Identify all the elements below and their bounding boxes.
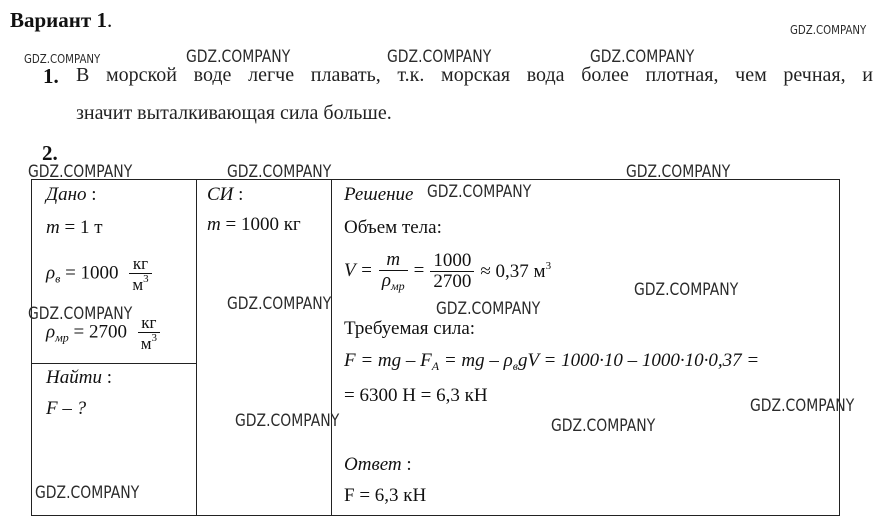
answer-header: Ответ : [344, 454, 412, 475]
force-formula-line-1: F = mg – $F_A$ = mg – $\rho_вgV = 1000\cdot 10 - 1000\cdot 10\cdot 0,37$ = [344, 350, 760, 373]
given-marble-density: $\rho_{мр} = 2700$ $\frac{кг}{м^3}$ [46, 314, 160, 353]
watermark: GDZ.COMPANY [227, 294, 332, 314]
answer-1-number: 1. [43, 64, 59, 88]
force-label: Требуемая сила: [344, 318, 476, 339]
find-header: Найти : [46, 367, 112, 388]
given-cell [32, 180, 197, 364]
watermark: GDZ.COMPANY [387, 47, 492, 67]
find-value: F – ? [46, 398, 87, 419]
volume-label: Объем тела: [344, 217, 442, 238]
watermark: GDZ.COMPANY [590, 47, 695, 67]
watermark: GDZ.COMPANY [28, 162, 133, 182]
given-mass: m = 1 т [46, 217, 103, 238]
watermark: GDZ.COMPANY [35, 483, 140, 503]
given-header: Дано : [46, 184, 97, 205]
si-header: СИ : [207, 184, 244, 205]
watermark: GDZ.COMPANY [235, 411, 340, 431]
watermark: GDZ.COMPANY [186, 47, 291, 67]
si-mass: m = 1000 кг [207, 214, 301, 235]
solution-table [31, 179, 840, 516]
answer-1-line-2: значит выталкивающая сила больше. [76, 102, 392, 124]
answer-2-number: 2. [42, 141, 58, 165]
solution-header: Решение [344, 184, 414, 205]
watermark: GDZ.COMPANY [626, 162, 731, 182]
watermark: GDZ.COMPANY [436, 299, 541, 319]
force-formula-line-2: = 6300 Н = 6,3 кН [344, 385, 488, 406]
page-title: Вариант 1. [10, 8, 113, 32]
given-water-density: $\rho_в = 1000$ $\frac{кг}{м^3}$ [46, 255, 152, 294]
watermark: GDZ.COMPANY [227, 162, 332, 182]
watermark: GDZ.COMPANY [24, 52, 101, 66]
watermark: GDZ.COMPANY [28, 304, 133, 324]
volume-formula: V = $\frac{m}{\rho_{мр}}$ = $\frac{1000}{2700}$ ≈ 0,37 $м^3$ [344, 249, 552, 293]
watermark: GDZ.COMPANY [750, 396, 855, 416]
watermark: GDZ.COMPANY [634, 280, 739, 300]
si-cell [197, 180, 332, 516]
solution-cell [332, 180, 840, 516]
answer-1-line-1: В морской воде легче плавать, т.к. морская вода более плотная, чем речная, и [76, 64, 873, 86]
answer-value: F = 6,3 кН [344, 485, 427, 506]
watermark: GDZ.COMPANY [427, 182, 532, 202]
watermark: GDZ.COMPANY [790, 23, 867, 37]
watermark: GDZ.COMPANY [551, 416, 656, 436]
